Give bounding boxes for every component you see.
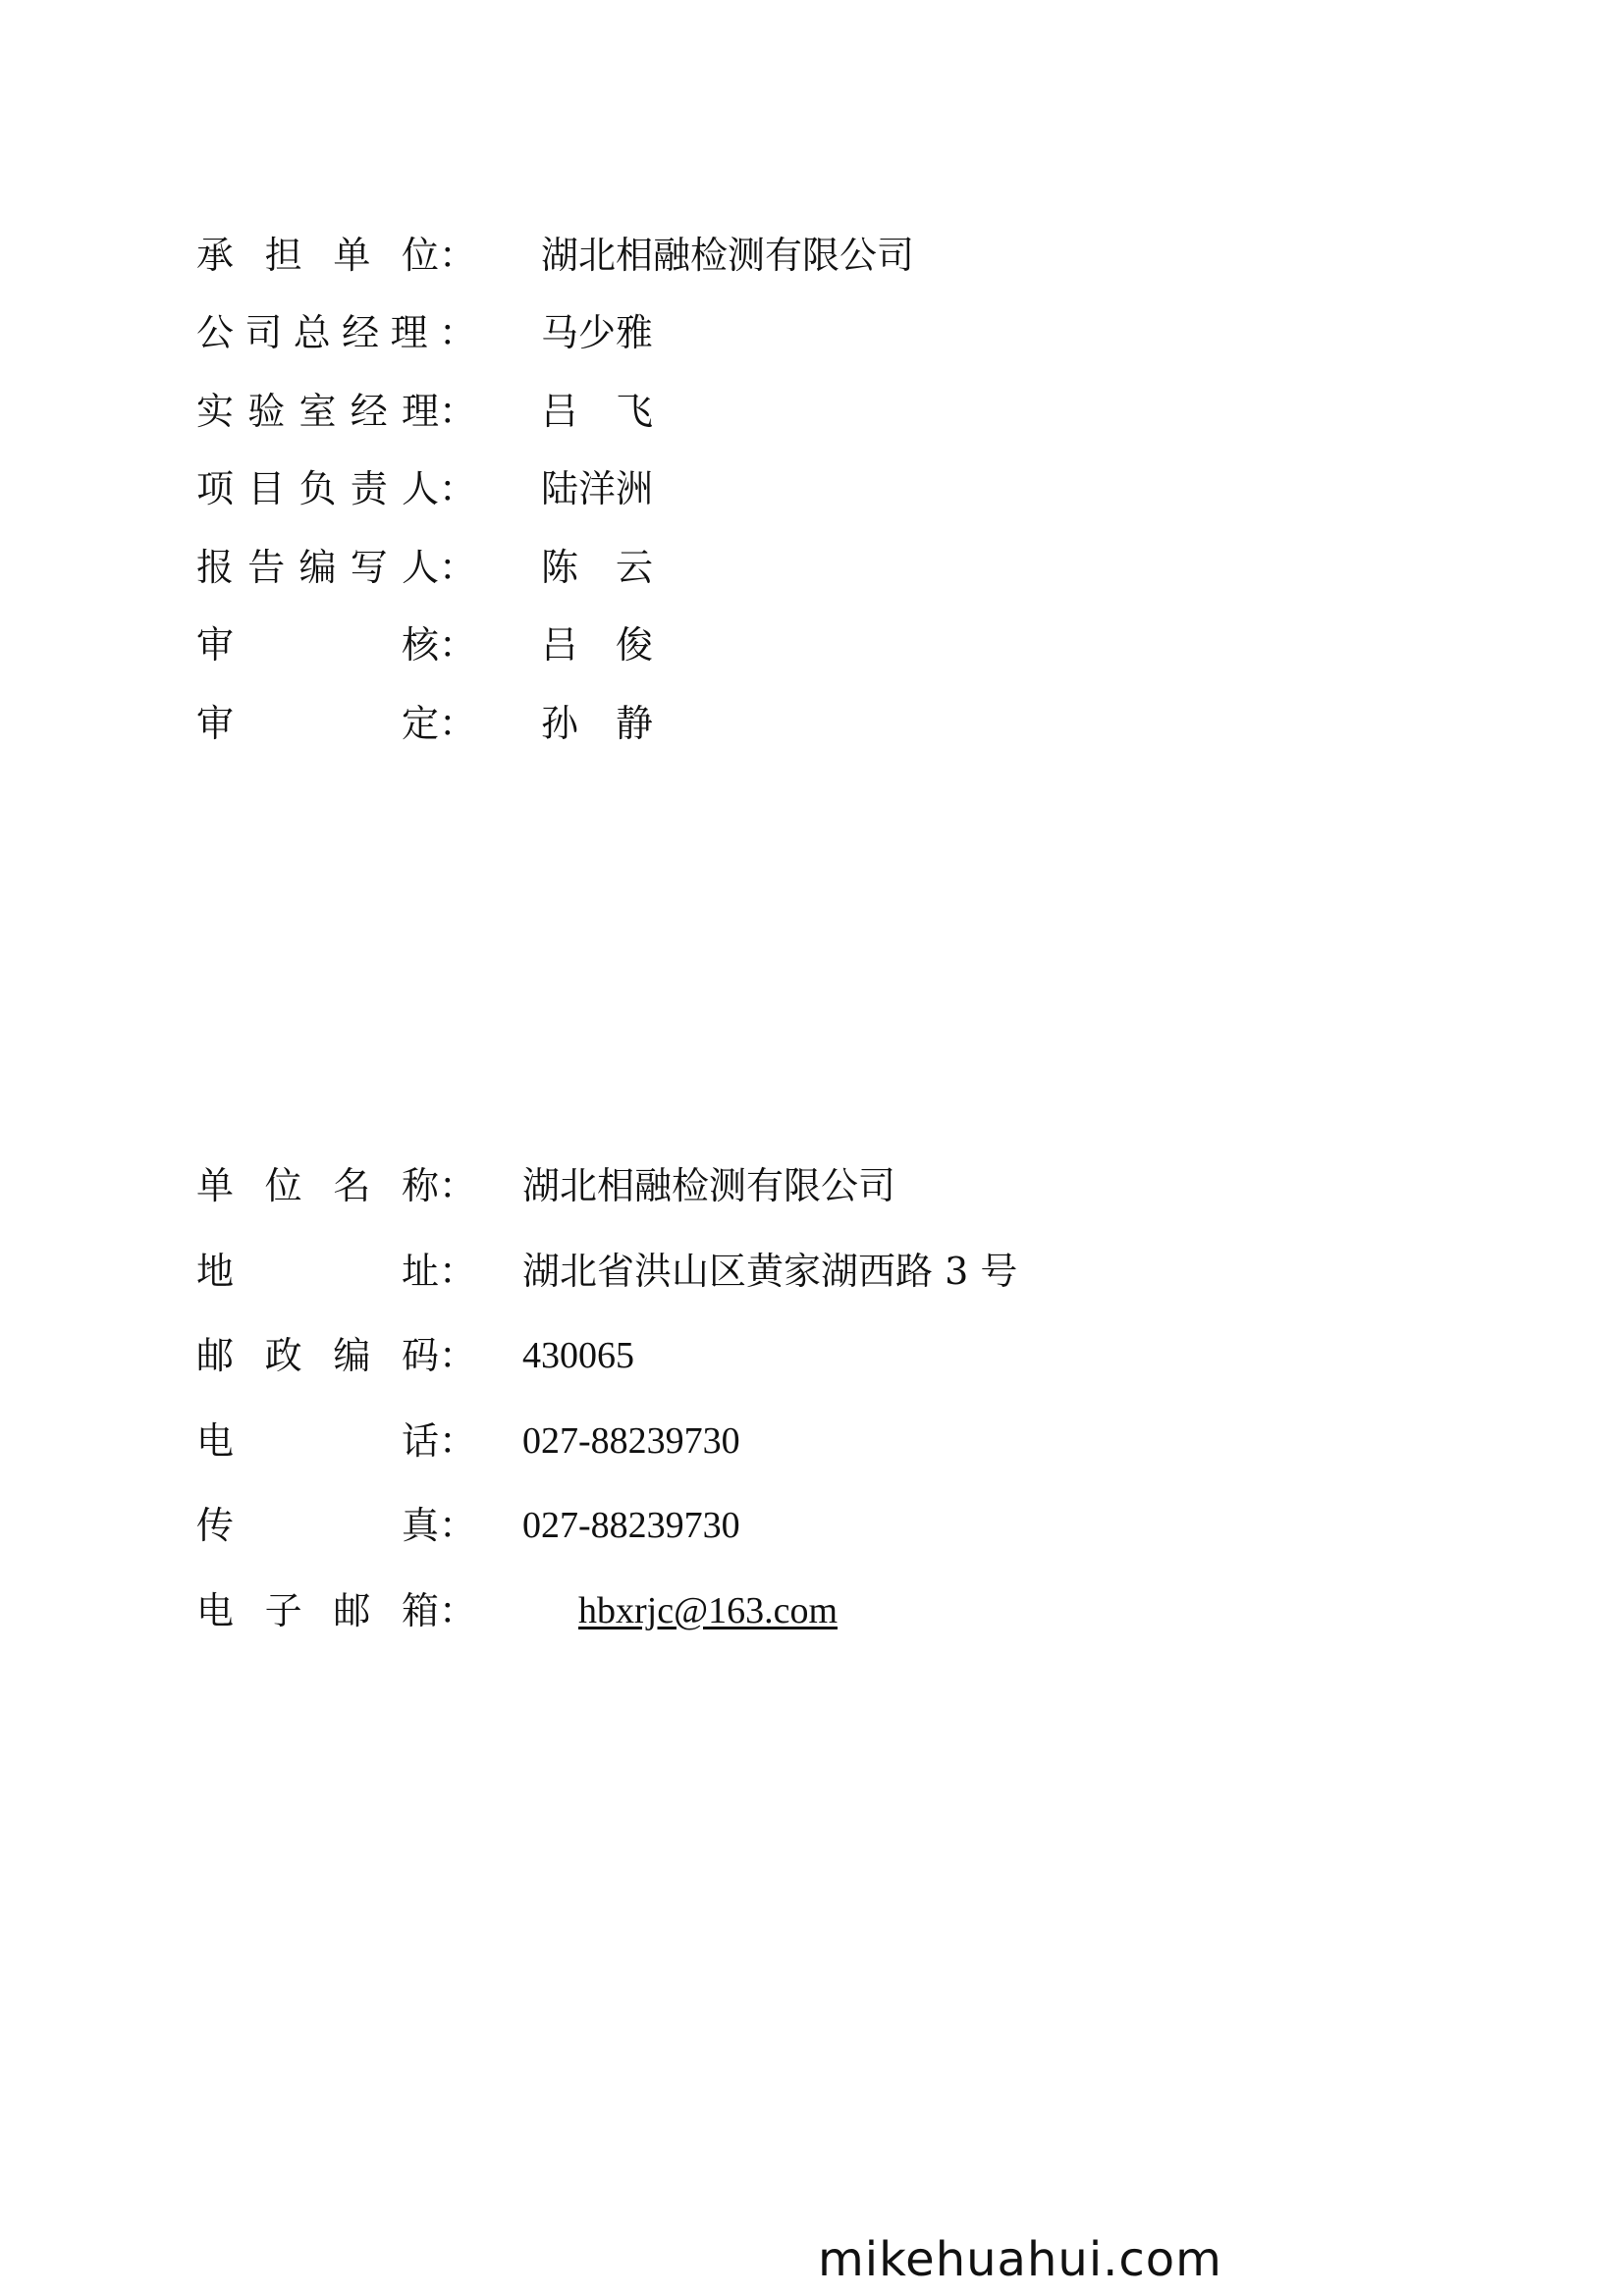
- value-undertaking-unit: 湖北相融检测有限公司: [541, 233, 915, 277]
- value-unit-name: 湖北相融检测有限公司: [522, 1164, 896, 1208]
- row-email: [196, 1569, 1017, 1654]
- value-fax: 027-88239730: [522, 1505, 740, 1547]
- row-report-writer: [196, 528, 914, 607]
- label-reviewer: 审 核：: [196, 623, 476, 667]
- value-postal-code: 430065: [522, 1335, 634, 1377]
- label-postal-code: 邮 政 编 码：: [196, 1334, 476, 1378]
- value-project-lead: 陆洋洲: [541, 467, 654, 511]
- value-approver: 孙 静: [541, 701, 654, 745]
- row-address: [196, 1229, 1017, 1314]
- email-link[interactable]: hbxrjc@163.com: [578, 1589, 838, 1631]
- value-report-writer: 陈 云: [541, 545, 654, 589]
- label-fax: 传 真：: [196, 1504, 476, 1548]
- row-reviewer: [196, 607, 914, 685]
- row-lab-manager: [196, 372, 914, 451]
- label-undertaking-unit: 承 担 单 位：: [196, 233, 476, 277]
- watermark-text: mikehuahui.com: [818, 2232, 1222, 2287]
- contact-section: [196, 1144, 1017, 1653]
- label-lab-manager: 实 验 室 经 理：: [196, 389, 476, 433]
- row-project-lead: [196, 451, 914, 529]
- label-project-lead: 项 目 负 责 人：: [196, 467, 476, 511]
- value-email: [522, 1555, 838, 1667]
- value-address: 湖北省洪山区黄家湖西路 3 号: [522, 1249, 1018, 1293]
- row-undertaking-unit: [196, 216, 914, 294]
- row-general-manager: [196, 294, 914, 373]
- row-unit-name: [196, 1144, 1017, 1229]
- label-email: 电 子 邮 箱：: [196, 1588, 476, 1632]
- label-address: 地 址：: [196, 1249, 476, 1293]
- label-report-writer: 报 告 编 写 人：: [196, 545, 476, 589]
- label-telephone: 电 话：: [196, 1418, 476, 1463]
- label-general-manager: 公 司 总 经 理 ：: [196, 311, 476, 355]
- row-postal-code: [196, 1313, 1017, 1399]
- value-telephone: 027-88239730: [522, 1419, 740, 1462]
- label-unit-name: 单 位 名 称：: [196, 1164, 476, 1208]
- value-lab-manager: 吕 飞: [541, 389, 654, 433]
- value-general-manager: 马少雅: [541, 311, 654, 355]
- value-reviewer: 吕 俊: [541, 623, 654, 667]
- label-approver: 审 定：: [196, 701, 476, 745]
- row-telephone: [196, 1399, 1017, 1484]
- personnel-section: [196, 216, 914, 763]
- row-approver: [196, 684, 914, 763]
